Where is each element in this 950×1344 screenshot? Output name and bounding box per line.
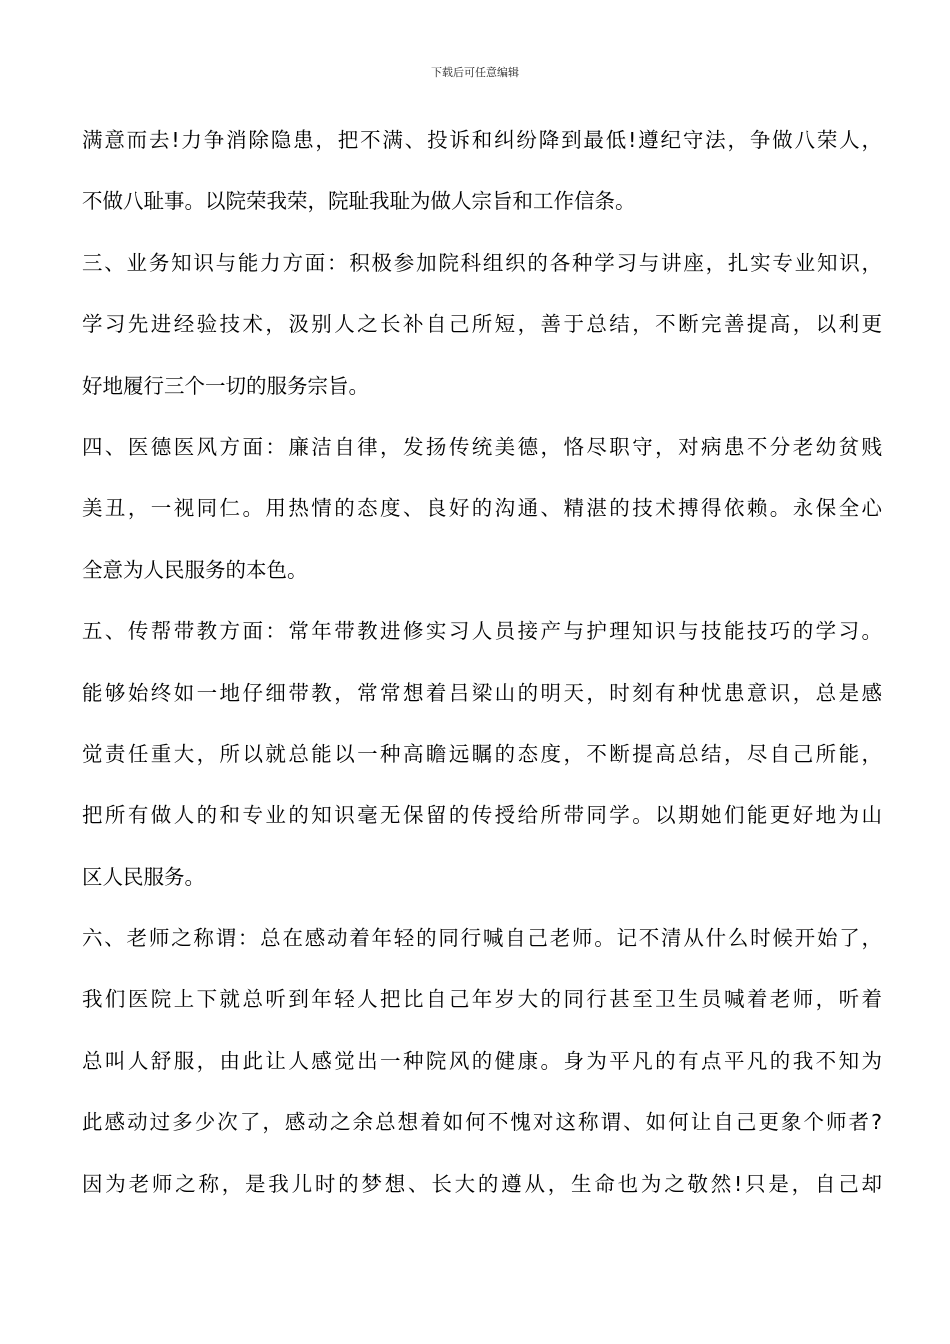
text-line: 把所有做人的和专业的知识毫无保留的传授给所带同学。以期她们能更好地为山 [82,803,882,828]
page-header: 下载后可任意编辑 [431,66,519,79]
text-line: 好地履行三个一切的服务宗旨。 [82,373,369,398]
text-line: 满意而去!力争消除隐患，把不满、投诉和纠纷降到最低!遵纪守法，争做八荣人， [82,128,882,152]
text-line: 觉责任重大，所以就总能以一种高瞻远瞩的态度，不断提高总结，尽自己所能， [82,741,882,766]
text-line: 三、业务知识与能力方面：积极参加院科组织的各种学习与讲座，扎实专业知识， [82,250,882,275]
text-line: 因为老师之称，是我儿时的梦想、长大的遵从，生命也为之敬然!只是，自己却 [82,1171,882,1196]
text-line: 美丑，一视同仁。用热情的态度、良好的沟通、精湛的技术搏得依赖。永保全心 [82,496,882,521]
text-line: 此感动过多少次了，感动之余总想着如何不愧对这称谓、如何让自己更象个师者? [82,1110,882,1135]
text-line: 五、传帮带教方面：常年带教进修实习人员接产与护理知识与技能技巧的学习。 [82,619,882,644]
text-line: 不做八耻事。以院荣我荣，院耻我耻为做人宗旨和工作信条。 [82,189,636,214]
text-line: 六、老师之称谓：总在感动着年轻的同行喊自己老师。记不清从什么时候开始了， [82,926,882,951]
text-line: 四、医德医风方面：廉洁自律，发扬传统美德，恪尽职守，对病患不分老幼贫贱 [82,434,882,459]
text-line: 学习先进经验技术，汲别人之长补自己所短，善于总结，不断完善提高，以利更 [82,312,882,337]
text-line: 全意为人民服务的本色。 [82,557,308,582]
document-body [82,110,882,1215]
text-line: 总叫人舒服，由此让人感觉出一种院风的健康。身为平凡的有点平凡的我不知为 [82,1048,882,1073]
text-line: 区人民服务。 [82,864,205,889]
text-line: 我们医院上下就总听到年轻人把比自己年岁大的同行甚至卫生员喊着老师，听着 [82,987,882,1012]
text-line: 能够始终如一地仔细带教，常常想着吕梁山的明天，时刻有种忧患意识，总是感 [82,680,882,705]
